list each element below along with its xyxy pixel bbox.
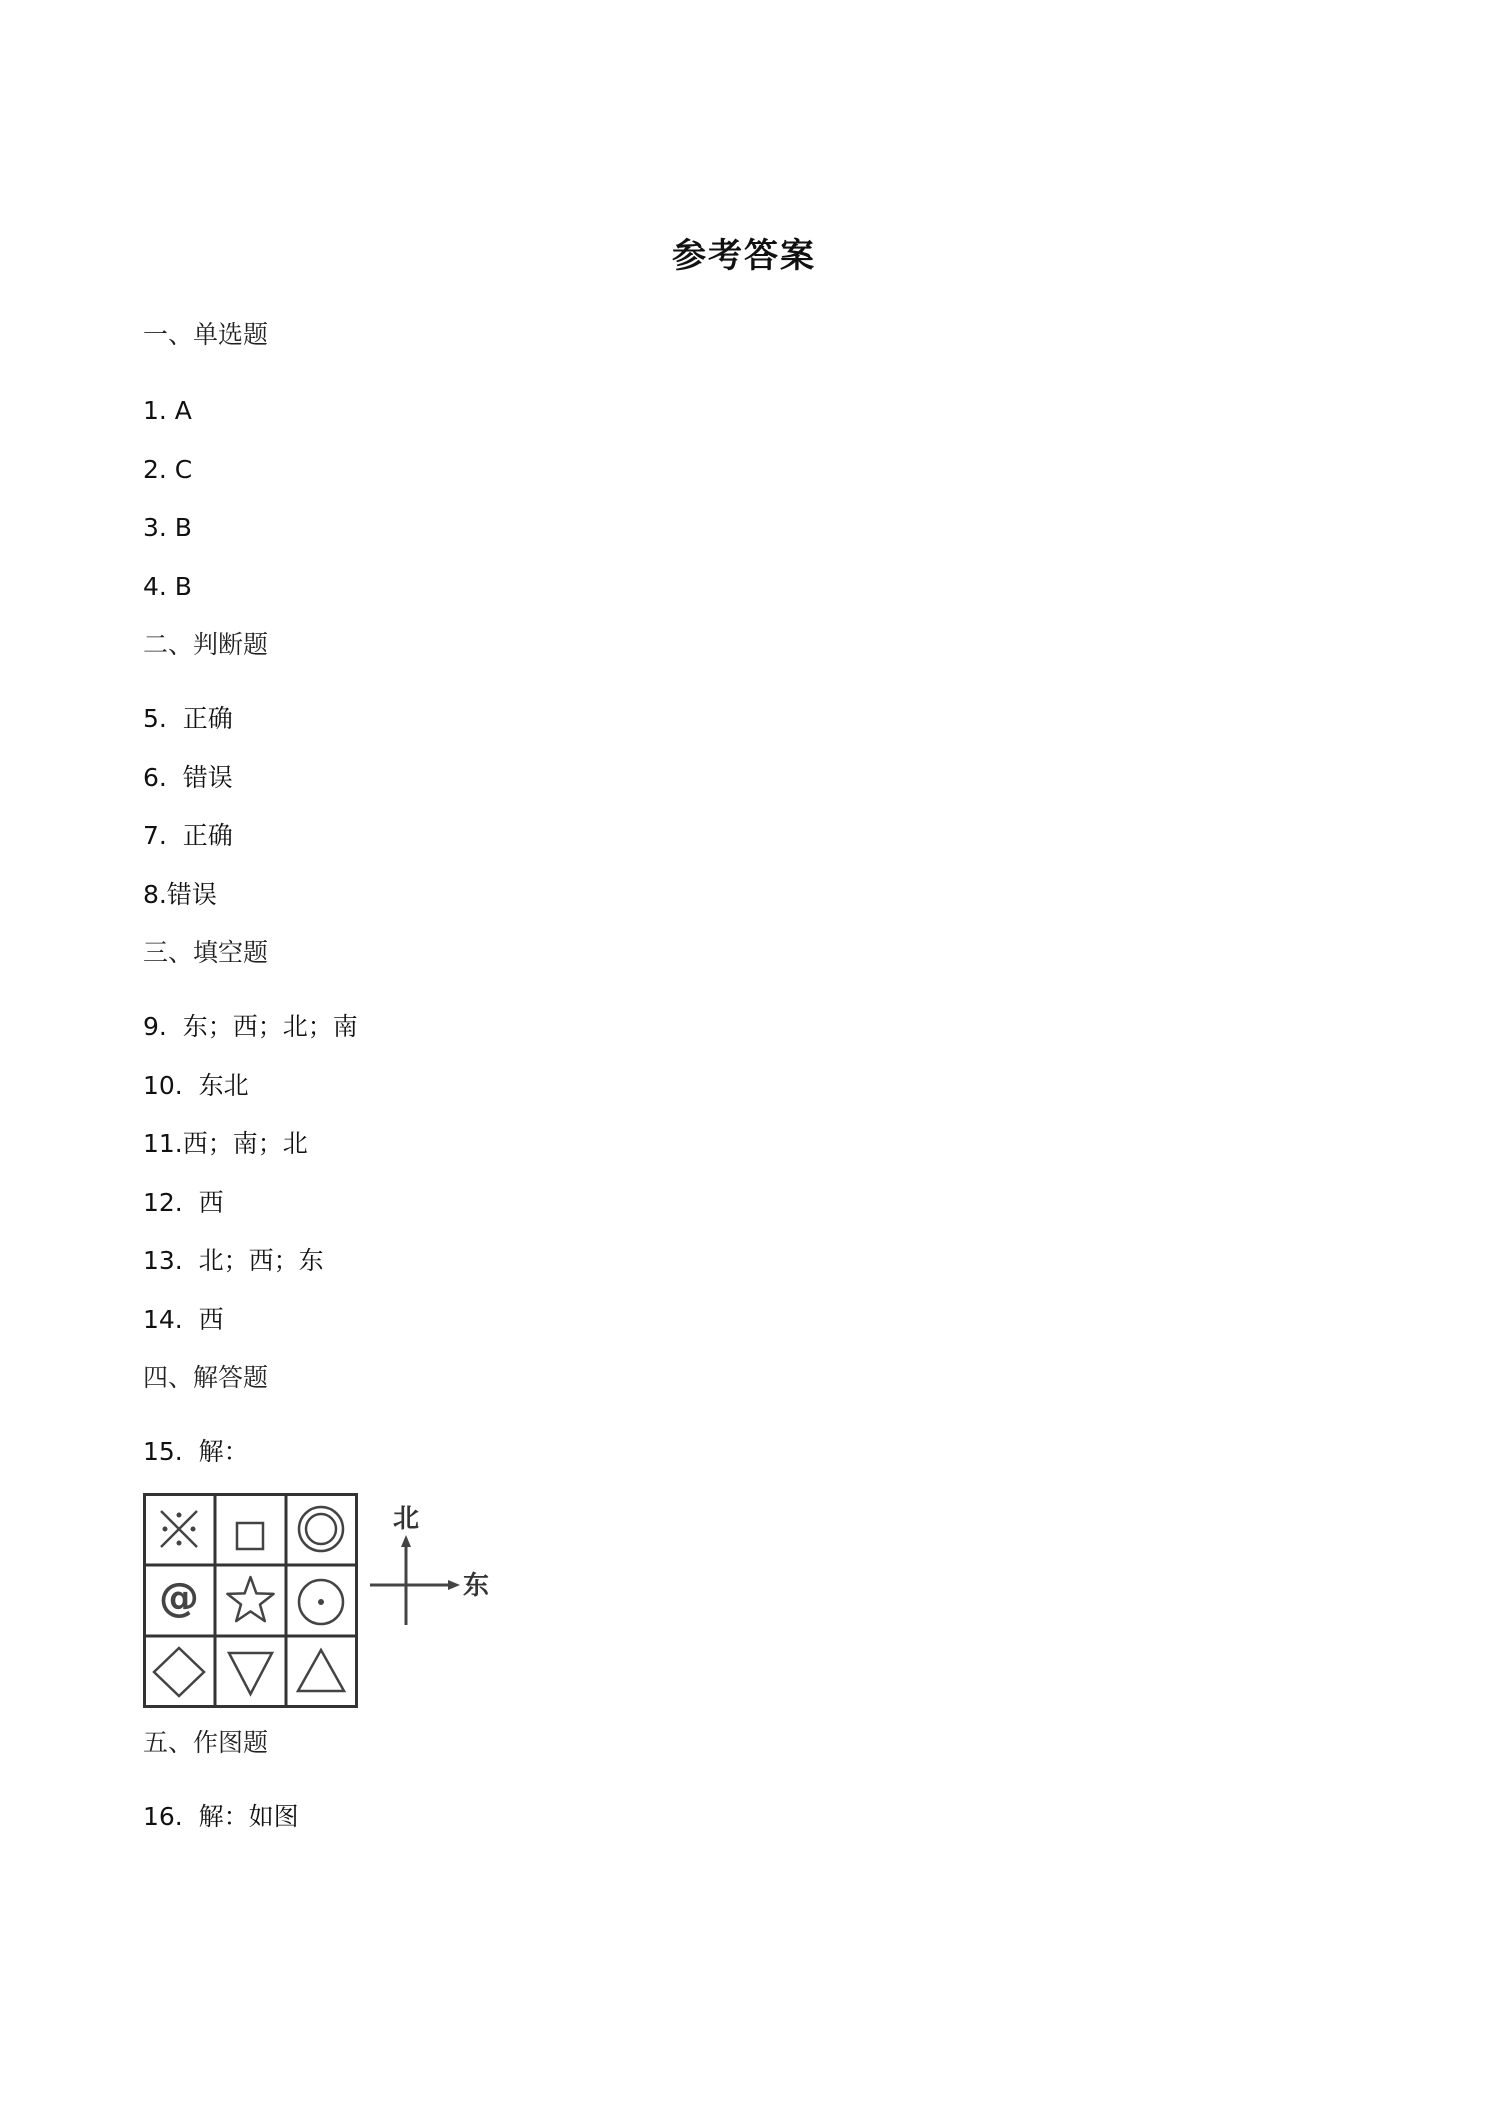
double-circle-icon xyxy=(299,1507,343,1551)
answer-line: 9. 东；西；北；南 xyxy=(143,1012,358,1041)
answer-line: 12. 西 xyxy=(143,1188,224,1217)
answer-line: 11.西；南；北 xyxy=(143,1129,308,1158)
compass-north-label: 北 xyxy=(392,1504,420,1534)
section-heading-solve: 四、解答题 xyxy=(143,1363,269,1392)
page-title: 参考答案 xyxy=(672,236,816,276)
answer-line: 15. 解： xyxy=(143,1437,249,1466)
answer-line: 8.错误 xyxy=(143,880,217,909)
answer-line: 3. B xyxy=(143,513,192,542)
answer-line: 5. 正确 xyxy=(143,704,233,733)
answer-line: 6. 错误 xyxy=(143,763,233,792)
down-triangle-icon xyxy=(229,1653,272,1694)
answer-line: 4. B xyxy=(143,572,192,601)
answer-line: 14. 西 xyxy=(143,1305,224,1334)
compass-figure xyxy=(364,1493,490,1708)
up-triangle-icon xyxy=(298,1650,344,1691)
symbol-grid-figure xyxy=(143,1493,358,1708)
dotted-circle-icon xyxy=(299,1580,343,1624)
answer-line: 1. A xyxy=(143,396,192,425)
asterisk-x-dots-icon xyxy=(161,1511,197,1547)
east-arrow-head-icon xyxy=(448,1580,460,1590)
section-heading-drawing: 五、作图题 xyxy=(143,1728,269,1757)
section-heading-single-choice: 一、单选题 xyxy=(143,320,269,349)
answer-line: 2. C xyxy=(143,455,193,484)
at-sign-icon: @ xyxy=(159,1575,199,1621)
compass-east-label: 东 xyxy=(463,1571,490,1601)
star-icon xyxy=(227,1577,273,1621)
diamond-icon xyxy=(154,1648,204,1696)
answer-line: 13. 北；西；东 xyxy=(143,1246,324,1275)
answer-line: 10. 东北 xyxy=(143,1071,249,1100)
answer-line: 16. 解：如图 xyxy=(143,1802,299,1831)
section-heading-true-false: 二、判断题 xyxy=(143,630,269,659)
square-icon xyxy=(237,1523,263,1549)
north-arrow-head-icon xyxy=(401,1535,411,1547)
section-heading-fill-blank: 三、填空题 xyxy=(143,938,269,967)
answer-line: 7. 正确 xyxy=(143,821,233,850)
